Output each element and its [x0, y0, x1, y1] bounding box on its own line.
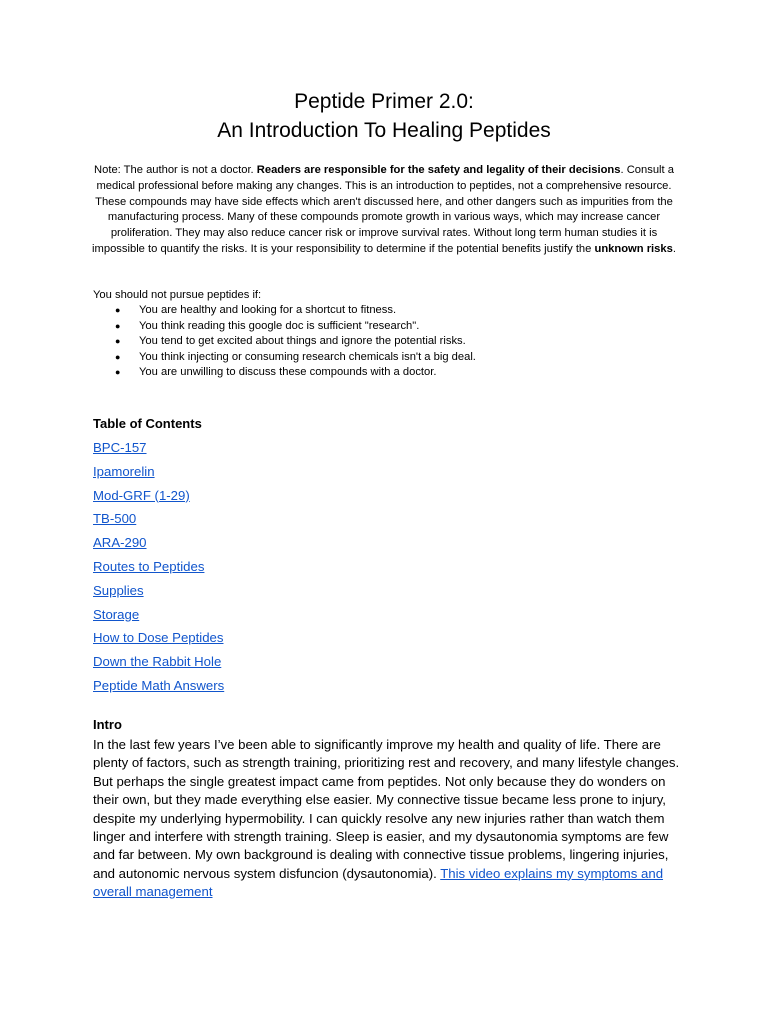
- warning-intro: You should not pursue peptides if:: [93, 289, 262, 301]
- note-text-1: Note: The author is not a doctor.: [94, 164, 257, 176]
- toc-link-routes-to-peptides[interactable]: Routes to Peptides: [93, 558, 205, 574]
- toc-item: [93, 462, 224, 486]
- document-title-line-1: Peptide Primer 2.0:: [294, 90, 474, 113]
- note-text-3: .: [672, 242, 676, 255]
- warning-list: [93, 303, 693, 381]
- table-of-contents: [93, 438, 224, 700]
- warning-item: ● You are healthy and looking for a shortcut to fitness.: [93, 303, 693, 319]
- toc-item: [93, 605, 224, 629]
- warning-item: ● You are unwilling to discuss these compounds with a doctor.: [93, 365, 693, 381]
- toc-link-supplies[interactable]: Supplies: [93, 582, 144, 598]
- bullet-icon: ●: [115, 305, 121, 315]
- video-link[interactable]: This video explains my symptoms and overall management: [93, 865, 664, 900]
- toc-item: [93, 652, 224, 676]
- warning-item: ● You think reading this google doc is sufficient "research".: [93, 319, 693, 335]
- toc-link-storage[interactable]: Storage: [93, 606, 140, 622]
- toc-item: [93, 628, 224, 652]
- note-text-2: . Consult a medical professional before making any changes. This is an introduction to peptides, not a comprehensive resource. These compounds may have side effects which aren't discussed here, and other dangers such as impurities from the manufacturing process. Many of these compounds promote growth in various ways, which may increase cancer proliferation. They may also reduce cancer risk or improve survival rates. Without long term human studies it is impossible to quantify the risks. It is your responsibility to determine if the potential benefits justify the: [92, 164, 674, 255]
- intro-paragraph: [93, 736, 683, 902]
- document-title-line-2: An Introduction To Healing Peptides: [217, 119, 551, 142]
- toc-item: [93, 509, 224, 533]
- toc-heading: Table of Contents: [93, 416, 202, 431]
- toc-link-tb-500[interactable]: TB-500: [93, 511, 137, 527]
- toc-link-mod-grf[interactable]: Mod-GRF (1-29): [93, 487, 190, 503]
- toc-item: [93, 438, 224, 462]
- bullet-icon: ●: [115, 336, 121, 347]
- toc-item: [93, 557, 224, 581]
- toc-link-ara-290[interactable]: ARA-290: [93, 535, 147, 551]
- bullet-icon: ●: [115, 320, 121, 331]
- bullet-icon: ●: [115, 367, 121, 378]
- toc-link-peptide-math[interactable]: Peptide Math Answers: [93, 677, 225, 693]
- toc-link-bpc-157[interactable]: BPC-157: [93, 440, 147, 455]
- toc-item: [93, 533, 224, 557]
- warning-item: ● You tend to get excited about things and ignore the potential risks.: [93, 334, 693, 350]
- intro-heading: Intro: [93, 717, 122, 732]
- toc-link-how-to-dose[interactable]: How to Dose Peptides: [93, 630, 224, 646]
- toc-item: [93, 581, 224, 605]
- toc-link-ipamorelin[interactable]: Ipamorelin: [93, 463, 155, 479]
- toc-item: [93, 486, 224, 510]
- toc-item: [93, 676, 224, 700]
- note-bold-unknown-risks: unknown risks: [594, 242, 673, 255]
- note-bold-responsibility: Readers are responsible for the safety and legality of their decisions: [256, 164, 621, 176]
- toc-link-rabbit-hole[interactable]: Down the Rabbit Hole: [93, 654, 222, 670]
- disclaimer-note: [90, 163, 678, 258]
- warning-item: ● You think injecting or consuming research chemicals isn't a big deal.: [93, 350, 693, 366]
- intro-text: In the last few years I’ve been able to significantly improve my health and quality of life. There are plenty of factors, such as strength training, prioritizing rest and recovery, and many lifestyle changes. But perhaps the single greatest impact came from peptides. Not only because they do wonders on their own, but they made everything else easier. My connective tissue became less prone to injury, despite my underlying hypermobility. I can quickly resolve any new injuries rather than watch them linger and interfere with strength training. Sleep is easier, and my dysautonomia symptoms are few and far between. My own background is dealing with connective tissue problems, lingering injuries, and autonomic nervous system disfuncion (dysautonomia).: [93, 737, 680, 881]
- bullet-icon: ●: [115, 351, 121, 362]
